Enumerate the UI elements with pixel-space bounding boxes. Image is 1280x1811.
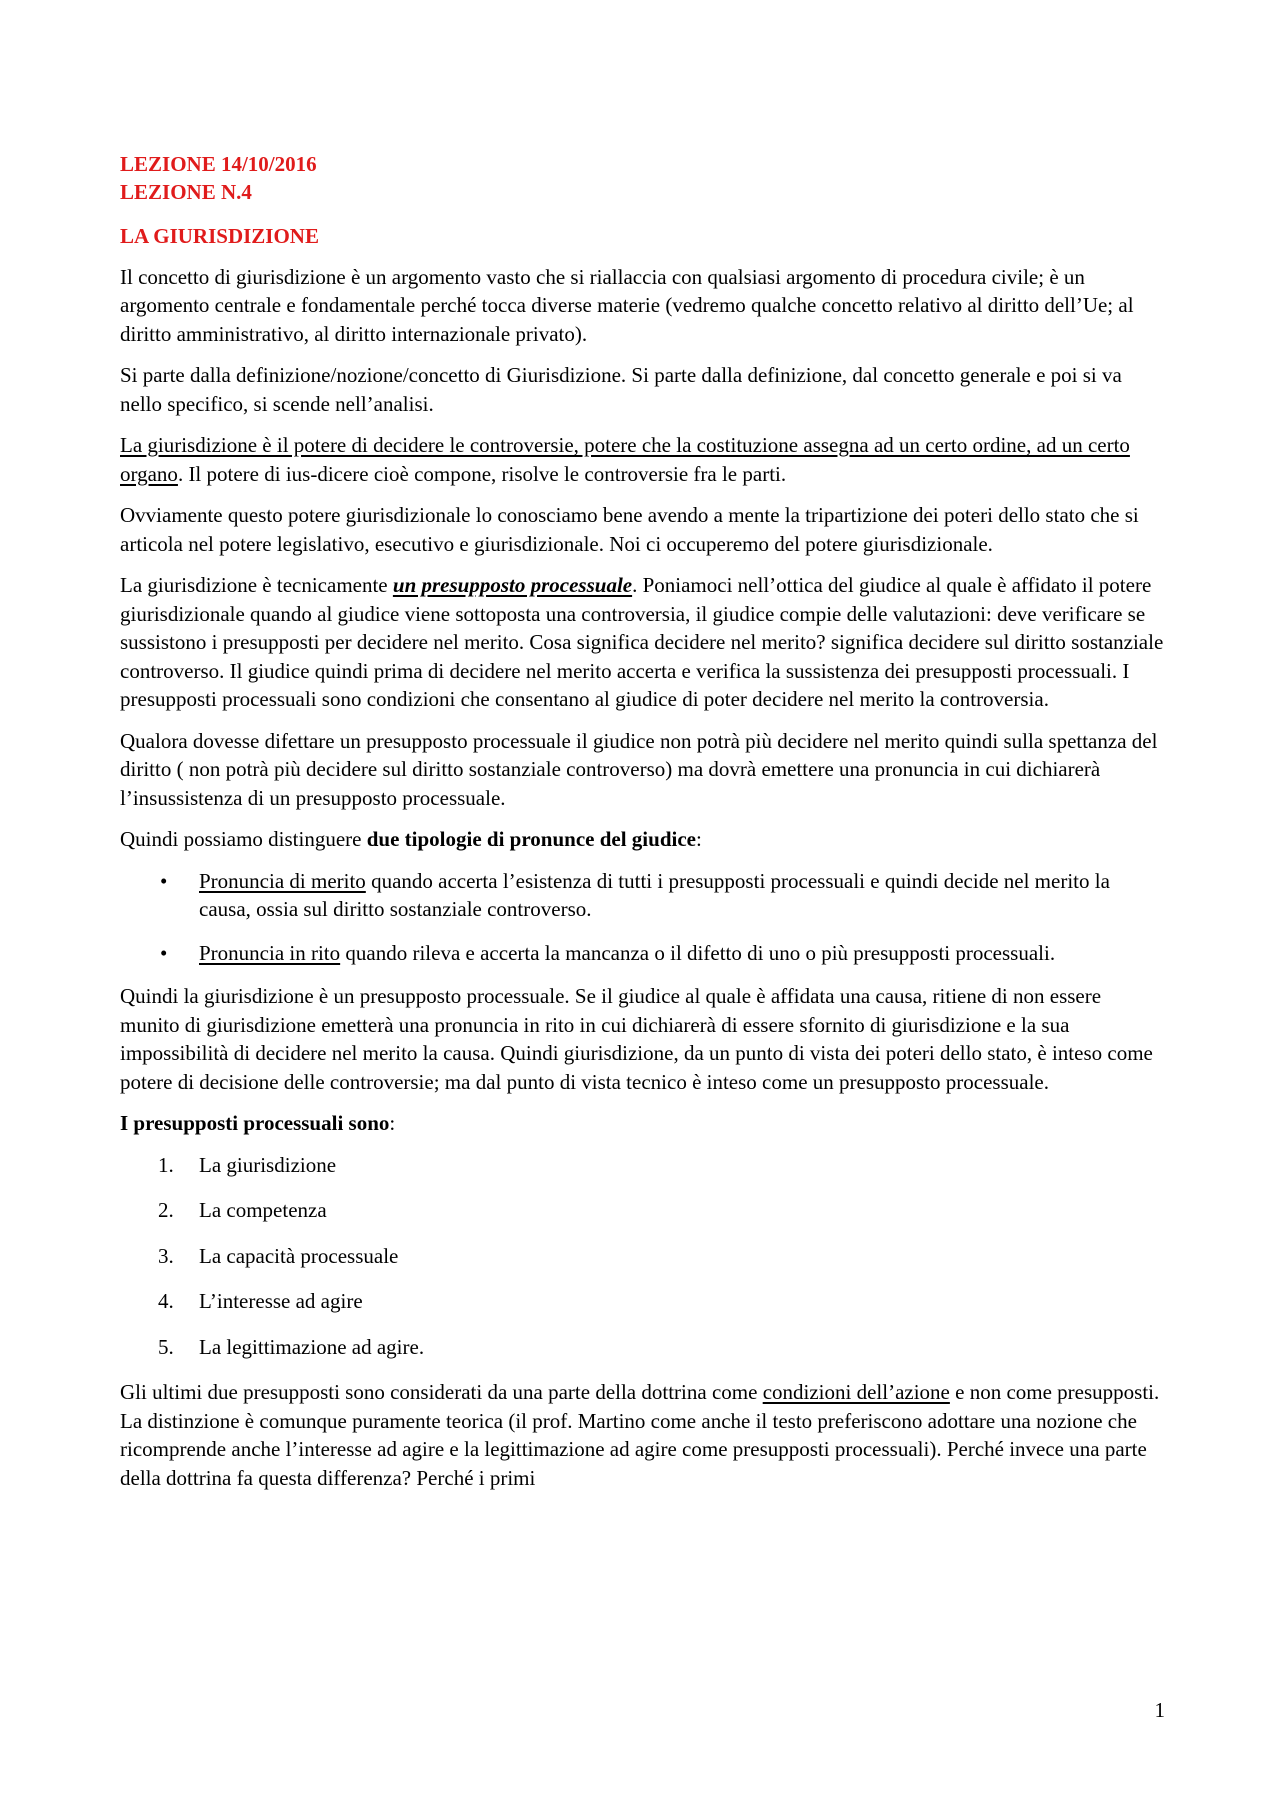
pronunce-list bbox=[120, 867, 1165, 968]
definition-underlined: La giurisdizione è il potere di decidere le controversie, potere che la costituzione assegna ad un certo ordine, ad un certo organo bbox=[120, 433, 1130, 486]
paragraph-definition bbox=[120, 431, 1165, 488]
presupposti-heading-colon: : bbox=[389, 1111, 396, 1135]
list-number: 2. bbox=[158, 1198, 174, 1222]
lesson-number-heading: LEZIONE N.4 bbox=[120, 180, 252, 204]
paragraph-intro: Il concetto di giurisdizione è un argomento vasto che si riallaccia con qualsiasi argomento di procedura civile; è un argomento centrale e fondamentale perché tocca diverse materie (vedremo qualche concetto relativo al diritto dell’Ue; al diritto amministrativo, al diritto internazionale privato). bbox=[120, 264, 1134, 346]
tipologie-after: : bbox=[695, 827, 702, 851]
condizioni-before: Gli ultimi due presupposti sono considerati da una parte della dottrina come bbox=[120, 1380, 763, 1404]
list-text: La capacità processuale bbox=[199, 1243, 399, 1268]
condizioni-after: e non come presupposti. La distinzione è comunque puramente teorica (il prof. Martino come anche il testo preferiscono adottare una nozione che ricomprende anche l’interesse ad agire e la legittimazione ad agire come presupposti processuali). Perché invece una parte della dottrina fa questa differenza? Perché i primi bbox=[120, 1380, 1160, 1490]
list-item bbox=[120, 867, 1165, 924]
presupposto-after: . Poniamoci nell’ottica del giudice al quale è affidato il potere giurisdizionale quando al giudice viene sottoposta una controversia, il giudice compie delle valutazioni: deve verificare se sussistono i presupposti per decidere nel merito. Cosa significa decidere nel merito? significa decidere sul diritto sostanziale controverso. Il giudice quindi prima di decidere nel merito accerta e verifica la sussistenza dei presupposti processuali. I presupposti processuali sono condizioni che consentano al giudice di poter decidere nel merito la controversia. bbox=[120, 573, 1164, 711]
list-number: 1. bbox=[158, 1152, 174, 1177]
presupposto-emphasis: un presupposto processuale bbox=[392, 573, 633, 597]
presupposto-before: La giurisdizione è tecnicamente bbox=[120, 573, 393, 597]
lesson-date-heading: LEZIONE 14/10/2016 bbox=[120, 152, 317, 176]
list-item bbox=[120, 1287, 1165, 1316]
section-title: LA GIURISDIZIONE bbox=[120, 224, 319, 248]
list-number: 5. bbox=[158, 1334, 174, 1359]
list-number: 3. bbox=[158, 1243, 174, 1268]
list-item bbox=[120, 1196, 1165, 1225]
paragraph-definition-approach: Si parte dalla definizione/nozione/concetto di Giurisdizione. Si parte dalla definizione, dal concetto generale e poi si va nello specifico, si scende nell’analisi. bbox=[120, 363, 1122, 416]
tipologie-before: Quindi possiamo distinguere bbox=[120, 827, 367, 851]
paragraph-difetto: Qualora dovesse difettare un presupposto processuale il giudice non potrà più decidere nel merito quindi sulla spettanza del diritto ( non potrà più decidere sul diritto sostanziale controverso) ma dovrà emettere una pronuncia in cui dichiarerà l’insussistenza di un presupposto processuale. bbox=[120, 728, 1158, 810]
list-text: L’interesse ad agire bbox=[199, 1289, 363, 1313]
bullet-term: Pronuncia di merito bbox=[199, 868, 366, 893]
paragraph-tipologie bbox=[120, 825, 1165, 854]
list-text: La legittimazione ad agire. bbox=[199, 1334, 425, 1359]
bullet-icon: • bbox=[160, 940, 168, 965]
list-item bbox=[120, 1151, 1165, 1180]
list-text: La giurisdizione bbox=[199, 1152, 337, 1177]
bullet-text: quando rileva e accerta la mancanza o il difetto di uno o più presupposti processuali. bbox=[340, 940, 1056, 965]
document-body bbox=[120, 150, 1165, 1505]
paragraph-giurisdizione-presupposto: Quindi la giurisdizione è un presupposto processuale. Se il giudice al quale è affidata una causa, ritiene di non essere munito di giurisdizione emetterà una pronuncia in rito in cui dichiarerà di essere sfornito di giurisdizione e la sua impossibilità di decidere nel merito la causa. Quindi giurisdizione, da un punto di vista dei poteri dello stato, è inteso come potere di decisione delle controversie; ma dal punto di vista tecnico è inteso come un presupposto processuale. bbox=[120, 984, 1153, 1094]
paragraph-tripartition: Ovviamente questo potere giurisdizionale lo conosciamo bene avendo a mente la tripartizione dei poteri dello stato che si articola nel potere legislativo, esecutivo e giurisdizionale. Noi ci occuperemo del potere giurisdizionale. bbox=[120, 503, 1139, 556]
presupposti-list bbox=[120, 1151, 1165, 1362]
condizioni-underlined: condizioni dell’azione bbox=[762, 1380, 950, 1404]
bullet-icon: • bbox=[160, 868, 168, 893]
list-text: La competenza bbox=[199, 1198, 327, 1222]
presupposti-heading-bold: I presupposti processuali sono bbox=[120, 1111, 390, 1135]
paragraph-condizioni-azione bbox=[120, 1378, 1165, 1492]
bullet-term: Pronuncia in rito bbox=[199, 940, 341, 965]
list-item bbox=[120, 1333, 1165, 1362]
list-item bbox=[120, 939, 1165, 968]
list-number: 4. bbox=[158, 1289, 174, 1313]
tipologie-bold: due tipologie di pronunce del giudice bbox=[366, 827, 696, 851]
list-item bbox=[120, 1242, 1165, 1271]
page-number: 1 bbox=[1154, 1698, 1165, 1722]
bullet-text: quando accerta l’esistenza di tutti i presupposti processuali e quindi decide nel merito la causa, ossia sul diritto sostanziale controverso. bbox=[199, 868, 1110, 921]
paragraph-presupposti-heading bbox=[120, 1109, 1165, 1138]
definition-rest: . Il potere di ius-dicere cioè compone, risolve le controversie fra le parti. bbox=[177, 461, 787, 486]
paragraph-presupposto bbox=[120, 571, 1165, 714]
